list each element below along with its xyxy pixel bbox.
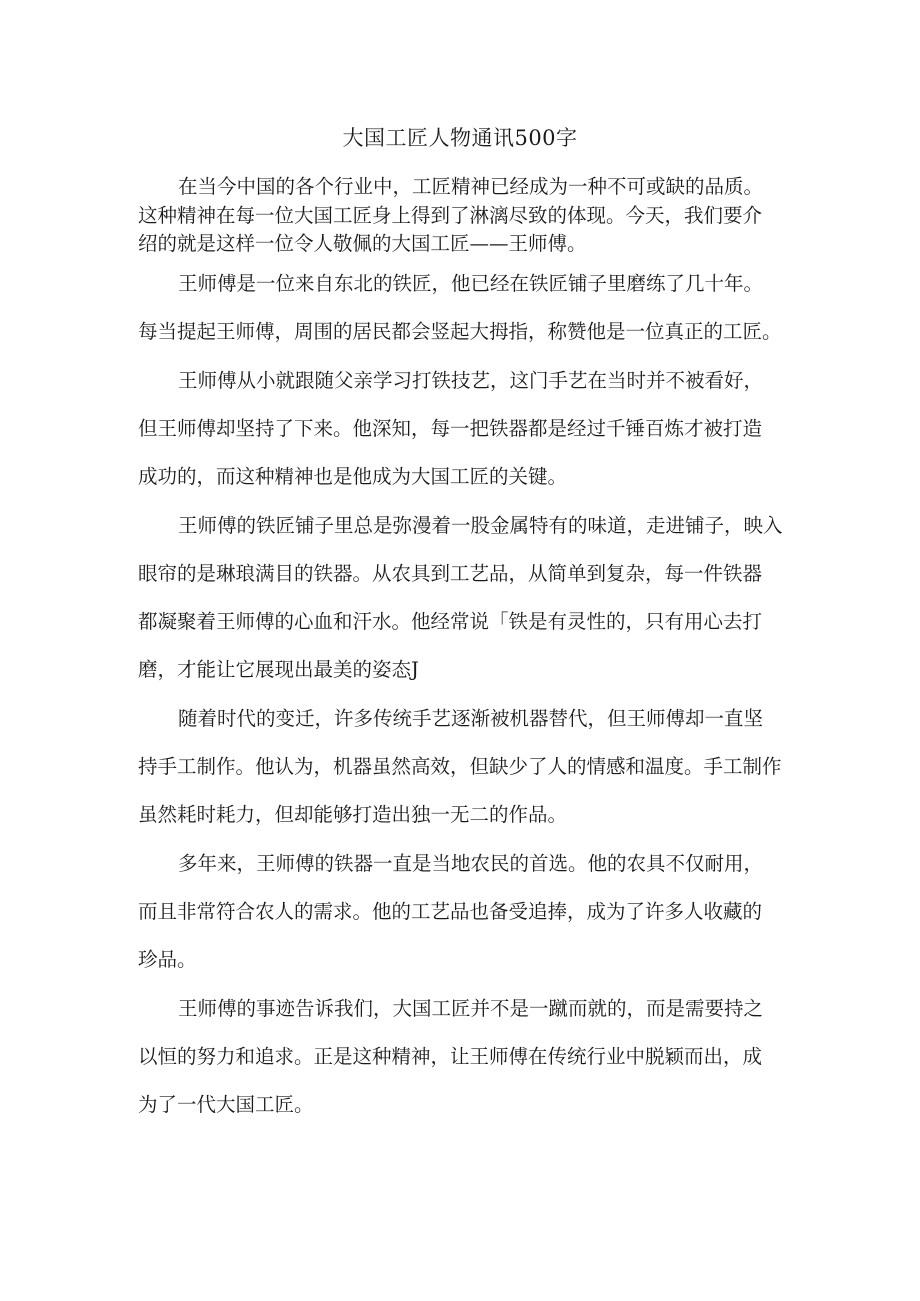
paragraph-line: 每当提起王师傅，周围的居民都会竖起大拇指，称赞他是一位真正的工匠。 [138,320,782,343]
paragraph-line: 都凝聚着王师傅的心血和汗水。他经常说「铁是有灵性的，只有用心去打 [138,610,763,633]
paragraph-line: 王师傅从小就跟随父亲学习打铁技艺，这门手艺在当时并不被看好， [178,369,764,392]
paragraph-line: 成功的，而这种精神也是他成为大国工匠的关键。 [138,465,568,488]
paragraph-line: 王师傅是一位来自东北的铁匠，他已经在铁匠铺子里磨练了几十年。 [178,272,764,295]
paragraph-line: 王师傅的事迹告诉我们，大国工匠并不是一蹴而就的，而是需要持之 [178,997,764,1020]
paragraph-line: 这种精神在每一位大国工匠身上得到了淋漓尽致的体现。今天，我们要介 [138,204,763,227]
paragraph-line: 为了一代大国工匠。 [138,1093,314,1116]
paragraph-line: 王师傅的铁匠铺子里总是弥漫着一股金属特有的味道，走进铺子，映入 [178,514,783,537]
paragraph-line: 而且非常符合农人的需求。他的工艺品也备受追捧，成为了许多人收藏的 [138,900,763,923]
paragraph-line: 珍品。 [138,948,197,971]
paragraph-line: 多年来，王师傅的铁器一直是当地农民的首选。他的农具不仅耐用， [178,852,764,875]
paragraph-line: 持手工制作。他认为，机器虽然高效，但缺少了人的情感和温度。手工制作 [138,755,782,778]
paragraph-line: 磨，才能让它展现出最美的姿态J [138,658,419,681]
paragraph-line: 在当今中国的各个行业中，工匠精神已经成为一种不可或缺的品质。 [178,175,764,198]
document-title: 大国工匠人物通讯500字 [342,126,578,150]
paragraph-line: 随着时代的变迁，许多传统手艺逐渐被机器替代，但王师傅却一直坚 [178,707,764,730]
paragraph-line: 虽然耗时耗力，但却能够打造出独一无二的作品。 [138,803,568,826]
paragraph-line: 但王师傅却坚持了下来。他深知，每一把铁器都是经过千锤百炼才被打造 [138,417,763,440]
paragraph-line: 眼帘的是琳琅满目的铁器。从农具到工艺品，从简单到复杂，每一件铁器 [138,562,763,585]
paragraph-line: 以恒的努力和追求。正是这种精神，让王师傅在传统行业中脱颖而出，成 [138,1045,763,1068]
paragraph-line: 绍的就是这样一位令人敬佩的大国工匠——王师傅。 [138,232,587,255]
